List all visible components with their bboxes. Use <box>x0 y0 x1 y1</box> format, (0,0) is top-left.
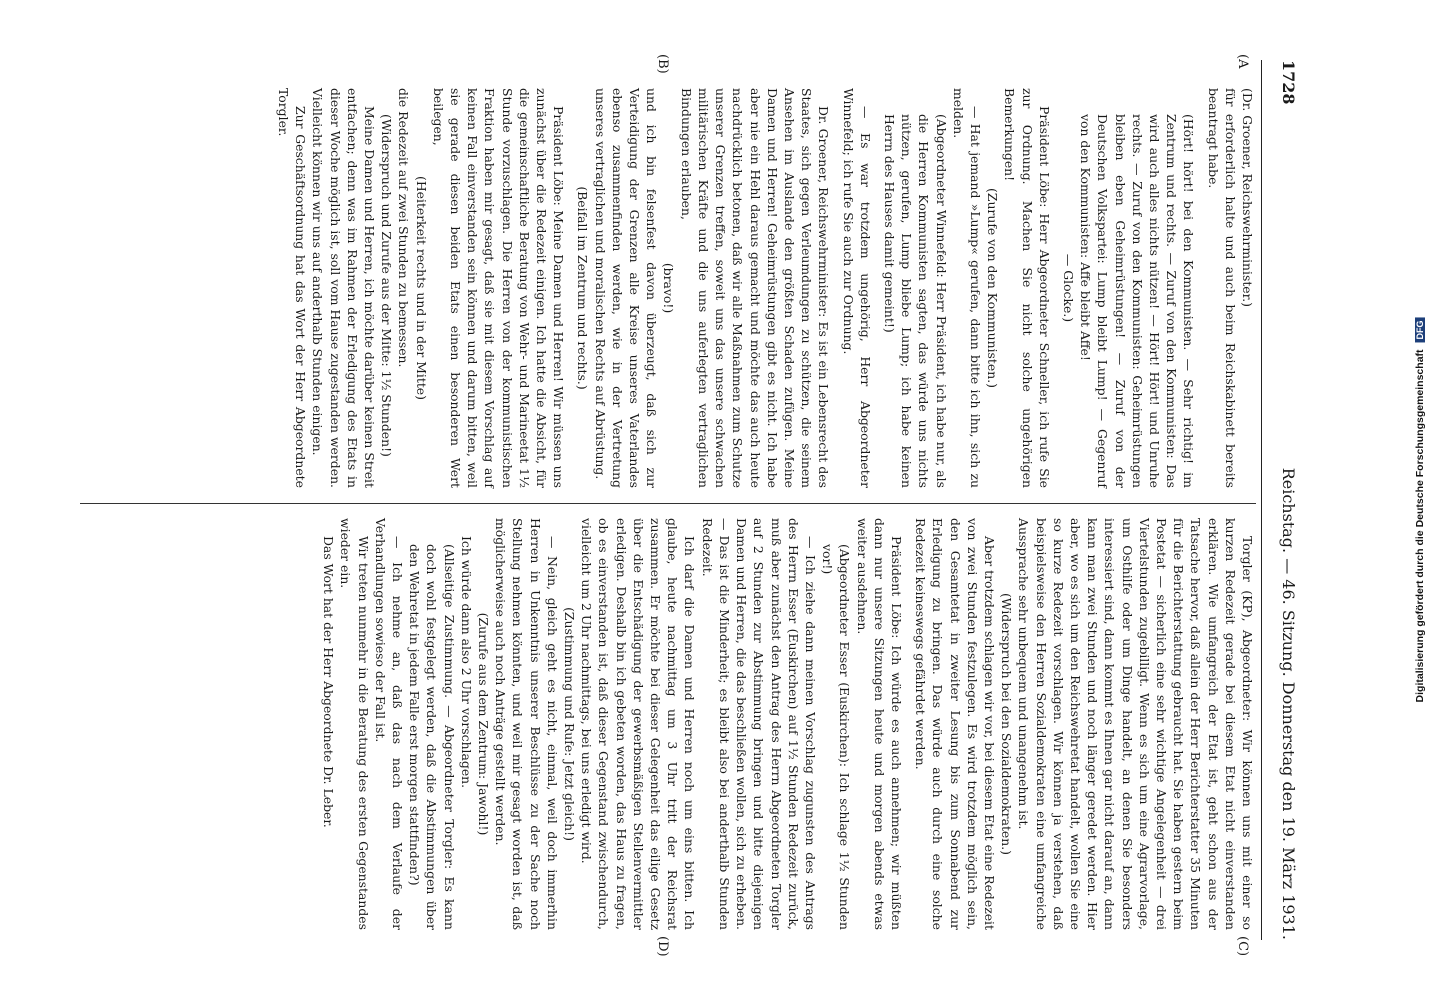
margin-mark-b: (B) <box>655 54 670 74</box>
digitization-credit <box>1414 318 1426 703</box>
paragraph: Zur Geschäftsordnung hat das Wort der Herr Abgeordnete Torgler. <box>276 88 309 488</box>
paragraph: Ich würde dann also 2 Uhr vorschlagen. <box>458 536 474 789</box>
interjection: (bravo!) <box>661 262 677 314</box>
interjection: (Beifall im Zentrum und rechts.) <box>575 186 591 390</box>
paragraph: Wir treten nunmehr in die Beratung des ersten Gegenstandes wieder ein. <box>338 518 371 930</box>
interjection: (Abgeordneter Winnefeld: Herr Präsident, ich habe nur, als die Herren Kommunisten sagten, das würde uns nichts nützen, gerufen, Lump bliebe Lump; ich habe keinen Herrn des Hauses damit gemeint!) <box>881 114 949 488</box>
paragraph: Meine Damen und Herren, ich möchte darüber keinen Streit entfachen; denn was im Rahmen der Erledigung des Etats in dieser Woche möglich ist, soll vom Hause zugestanden werden. Vielleicht können wir uns auf anderthalb Stunden einigen. <box>310 88 378 488</box>
paragraph: für erforderlich halte und auch beim Reichskabinett bereits beantragt habe. <box>1205 88 1238 488</box>
page-header <box>1261 60 1298 940</box>
credit-text: Digitalisierung gefördert durch die Deutsche Forschungsgemeinschaft <box>1414 349 1426 703</box>
running-title: Reichstag. — 46. Sitzung. Donnerstag den 19. März 1931. <box>1279 467 1298 940</box>
speech: Präsident Löbe: Meine Damen und Herren! Wir müssen uns zunächst über die Redezeit einigen. Ich hatte die Absicht, für die gemeinschaftliche Beratung von Wehr- und Marineetat 1½ Stunde vorzuschlagen. Die Herren von der kommunistischen Fraktion haben mir gesagt, daß sie mit diesem Vorschlag auf keinen Fall einverstanden sein können und darum bitten, weil sie gerade diesen beiden Etats einen besonderen Wert beilegen, <box>430 88 567 488</box>
paragraph: die Redezeit auf zwei Stunden zu bemessen. <box>396 88 412 368</box>
right-column <box>80 518 1256 930</box>
interjection: (Zurufe aus dem Zentrum: Jawohl!) <box>476 612 492 836</box>
interjection: (Widerspruch und Zurufe aus der Mitte: 1½ Stunden!) <box>379 114 395 457</box>
interjection: (Zustimmung und Rufe: Jetzt gleich!) <box>562 607 578 841</box>
interjection: (Allseitige Zustimmung. — Abgeordneter Torgler: Es kann doch wohl festgelegt werden, daß die Abstimmungen über den Wehretat in jedem Falle erst morgen stattfinden?) <box>407 544 457 930</box>
margin-mark-d: (D) <box>655 936 670 957</box>
speech: Präsident Löbe: Ich würde es auch annehmen; wir müßten dann nur unsere Sitzungen heute und morgen abends etwas weiter ausdehnen. <box>854 518 904 930</box>
page-number: 1728 <box>1279 60 1298 105</box>
paragraph: — Nein, gleich geht es nicht, einmal, weil doch immerhin Herren in Unkenntnis unserer Beschlüsse zu der Sache noch Stellung nehmen könnten, und weil mir gesagt worden ist, daß möglicherweise auch noch Anträge gestellt werden. <box>493 518 560 930</box>
paragraph: Ich darf die Damen und Herren noch um eins bitten. Ich glaube, heute nachmittag um 3 Uhr tritt der Reichsrat zusammen. Er möchte bei dieser Gelegenheit das eilige Gesetz über die Entschädigung der gewerbsmäßigen Stellenvermittler erledigen. Deshalb bin ich gebeten worden, das Haus zu fragen, ob es einverstanden ist, daß dieser Gegenstand zwischendurch, vielleicht um 2 Uhr nachmittags, bei uns erledigt wird. <box>579 518 698 930</box>
speech: Dr. Groener, Reichswehrminister: Es ist ein Lebensrecht des Staates, sich gegen Verleumdungen zu schützen, die seinem Ansehen im Auslande den größten Schaden zufügen. Meine Damen und Herren! Geheimrüstungen gibt es nicht. Ich habe aber nie ein Hehl daraus gemacht und möchte das auch heute nachdrücklich betonen, daß wir alle Maßnahmen zum Schutze unserer Grenzen treffen, soweit uns das unsere schwachen militärischen Kräfte und die uns auferlegten vertraglichen Bindungen erlauben, <box>678 88 832 488</box>
speech: Torgler (KP), Abgeordneter: Wir können uns mit einer so kurzen Redezeit gerade bei diesem Etat nicht einverstanden erklären. Wie umfangreich der Etat ist, geht schon aus der Tatsache hervor, daß allein der Herr Berichterstatter 35 Minuten für die Berichterstattung gebraucht hat. Sie haben gestern beim Postetat — sicherlich eine sehr wichtige Angelegenheit — drei Viertelstunden zugebilligt. Wenn es sich um eine Agrarvorlage, um Osthilfe oder um Dinge handelt, an denen Sie besonders interessiert sind, dann kommt es Ihnen gar nicht darauf an, dann kann man zwei Stunden und noch länger geredet werden. Hier aber, wo es sich um den Reichswehretat handelt, wollen Sie eine so kurze Redezeit vorschlagen. Wir können ja verstehen, daß beispielsweise den Herren Sozialdemokraten eine umfangreiche Aussprache sehr unbequem und unangenehm ist. <box>1016 518 1255 930</box>
paragraph: — Hat jemand »Lump« gerufen, dann bitte ich ihn, sich zu melden. <box>950 88 983 488</box>
interjection: — Glocke.) <box>1060 253 1076 323</box>
margin-mark-c: (C) <box>1235 936 1250 957</box>
speaker-continuation: (Dr. Groener, Reichswehrminister.) <box>1240 88 1255 307</box>
paragraph: — Es war trotzdem ungehörig, Herr Abgeordneter Winnefeld; ich rufe Sie auch zur Ordnung. <box>840 88 873 488</box>
paragraph: — Ich ziehe dann meinen Vorschlag zugunsten des Antrags des Herrn Esser (Euskirchen) auf 1½ Stunden Redezeit zurück, muß aber zunächst den Antrag des Herrn Abgeordneten Torgler auf 2 Stunden zur Abstimmung bringen und bitte diejenigen Damen und Herren, die das beschließen wollen, sich zu erheben. — Das ist die Minderheit; es bleibt also bei anderthalb Stunden Redezeit. <box>699 518 818 930</box>
paragraph: Aber trotzdem schlagen wir vor, bei diesem Etat eine Redezeit von zwei Stunden festzulegen. Es wird trotzdem möglich sein, den Gesamtetat in zweiter Lesung bis zum Sonnabend zur Erledigung zu bringen. Das würde auch durch eine solche Redezeit keineswegs gefährdet werden. <box>913 518 997 930</box>
document-page <box>60 40 1310 960</box>
paragraph: und ich bin felsenfest davon überzeugt, daß sich zur Verteidigung der Grenzen alle Kreise unseres Vaterlandes ebenso zusammenfinden werden, wie in der Vertretung unseres vertraglichen und moralischen Rechts auf Abrüstung. <box>592 88 660 488</box>
column-rule <box>80 503 1256 504</box>
left-column <box>80 88 1256 488</box>
interjection: (Hört! hört! bei den Kommunisten. — Sehr richtig! im Zentrum und rechts. — Zuruf von den Kommunisten: Das wird auch alles nichts nützen! — Hört! Hört! und Unruhe rechts. — Zuruf von den Kommunisten: Geheimrüstungen bleiben eben Geheimrüstungen! — Zuruf von der Deutschen Volkspartei: Lump bleibt Lump! — Gegenruf von den Kommunisten: Affe bleibt Affe! <box>1078 114 1197 488</box>
interjection: (Widerspruch bei den Sozialdemokraten.) <box>999 592 1015 856</box>
speech: Präsident Löbe: Herr Abgeordneter Schneller, ich rufe Sie zur Ordnung. Machen Sie nicht solche ungehörigen Bemerkungen! <box>1002 88 1052 488</box>
margin-mark-a: (A <box>1235 54 1250 69</box>
interjection: (Abgeordneter Esser (Euskirchen): Ich schlage 1½ Stunden vor!) <box>820 544 853 930</box>
interjection: (Heiterkeit rechts und in der Mitte) <box>413 176 429 400</box>
paragraph: — Ich nehme an, daß das nach dem Verlaufe der Verhandlungen sowieso der Fall ist. <box>372 518 406 930</box>
paragraph: Das Wort hat der Herr Abgeordnete Dr. Leber. <box>321 536 337 828</box>
interjection: (Zurufe von den Kommunisten.) <box>985 188 1001 388</box>
dfg-logo: DFG <box>1415 318 1425 343</box>
